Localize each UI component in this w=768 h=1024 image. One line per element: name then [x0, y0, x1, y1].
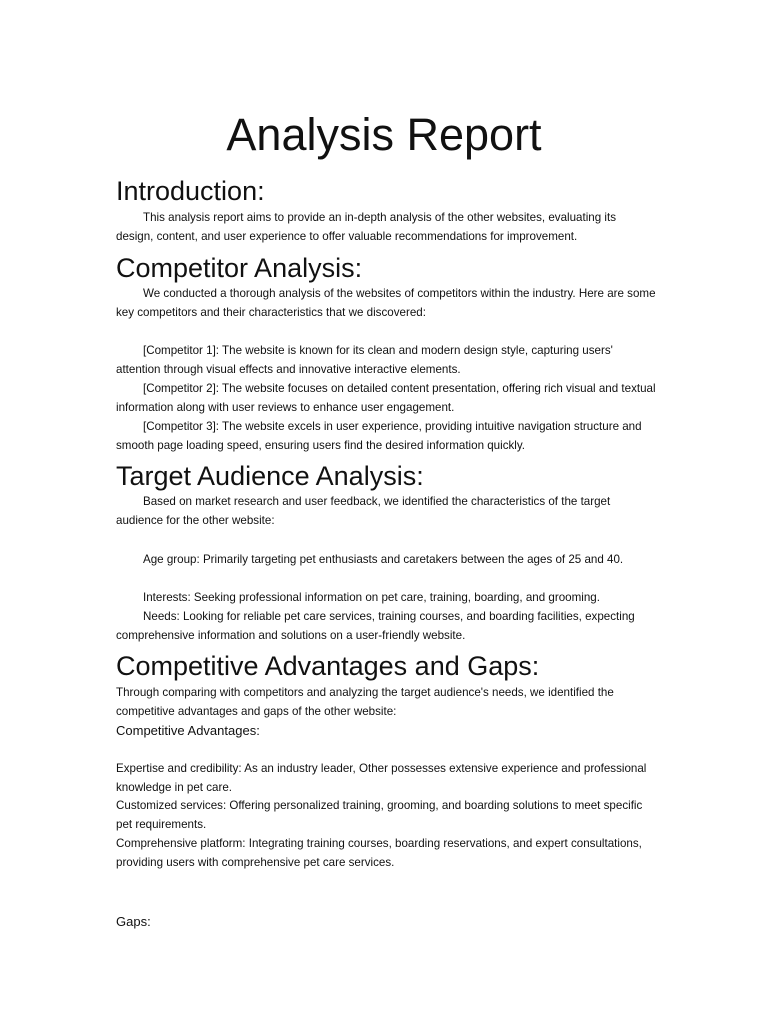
advantage-item: Customized services: Offering personalized training, grooming, and boarding solutions to meet specific pet requirements.: [116, 799, 643, 831]
gaps-heading: Gaps:: [116, 914, 151, 929]
competitor-item: [Competitor 1]: The website is known for its clean and modern design style, capturing users' attention through visual effects and innovative interactive elements.: [116, 344, 613, 376]
audience-item: Needs: Looking for reliable pet care services, training courses, and boarding facilities, expecting comprehensive information and solutions on a user-friendly website.: [116, 610, 635, 642]
introduction-text: This analysis report aims to provide an in-depth analysis of the other websites, evaluating its design, content, and user experience to offer valuable recommendations for improvement.: [116, 211, 617, 243]
advantage-item: Comprehensive platform: Integrating training courses, boarding reservations, and expert consultations, providing users with comprehensive pet care services.: [116, 837, 642, 869]
advantage-item: Expertise and credibility: As an industry leader, Other possesses extensive experience and professional knowledge in pet care.: [116, 762, 647, 794]
competitor-analysis-intro: We conducted a thorough analysis of the websites of competitors within the industry. Here are some key competitors and their characteristics that we discovered:: [116, 287, 656, 319]
advantages-gaps-heading: Competitive Advantages and Gaps:: [116, 651, 540, 681]
document-title: Analysis Report: [226, 109, 542, 160]
target-audience-heading: Target Audience Analysis:: [116, 461, 424, 491]
introduction-heading: Introduction:: [116, 176, 265, 206]
audience-item: Interests: Seeking professional information on pet care, training, boarding, and grooming.: [143, 591, 600, 604]
target-audience-intro: Based on market research and user feedback, we identified the characteristics of the target audience for the other website:: [116, 495, 611, 527]
competitor-item: [Competitor 2]: The website focuses on detailed content presentation, offering rich visual and textual information along with user reviews to enhance user engagement.: [116, 382, 656, 414]
audience-item: Age group: Primarily targeting pet enthusiasts and caretakers between the ages of 25 and 40.: [143, 553, 624, 566]
advantages-gaps-intro: Through comparing with competitors and analyzing the target audience's needs, we identified the competitive advantages and gaps of the other website:: [116, 686, 614, 718]
competitor-analysis-heading: Competitor Analysis:: [116, 253, 363, 283]
competitor-item: [Competitor 3]: The website excels in user experience, providing intuitive navigation structure and smooth page loading speed, ensuring users find the desired information quickly.: [116, 420, 642, 452]
competitive-advantages-heading: Competitive Advantages:: [116, 723, 260, 738]
